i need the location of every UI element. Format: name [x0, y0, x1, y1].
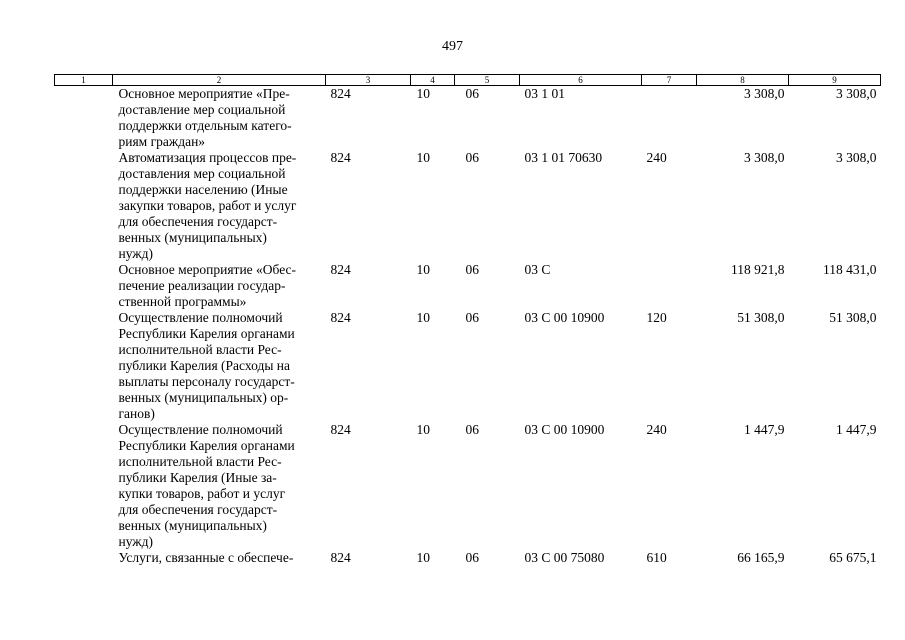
target-article-code: 03 1 01 70630: [524, 150, 603, 165]
column-header-4: 4: [411, 75, 455, 86]
budget-table: [54, 74, 881, 566]
section-code: 10: [416, 422, 430, 437]
column-header-2: 2: [113, 75, 326, 86]
subsection-code: 06: [465, 262, 479, 277]
amount-year-2: 1 447,9: [836, 422, 877, 437]
column-header-1: 1: [55, 75, 113, 86]
row-index-cell: [55, 550, 113, 566]
subsection-code: 06: [465, 86, 479, 101]
expense-type-code: 240: [646, 150, 667, 165]
expense-type-code: 610: [646, 550, 667, 565]
row-index-cell: [55, 262, 113, 310]
section-code: 10: [416, 310, 430, 325]
section-code: 10: [416, 262, 430, 277]
table-row: [55, 422, 881, 550]
row-index-cell: [55, 422, 113, 550]
table-row: [55, 150, 881, 262]
amount-year-1: 3 308,0: [744, 86, 785, 101]
expense-type-code: 240: [646, 422, 667, 437]
subsection-code: 06: [465, 310, 479, 325]
row-description: Основное мероприятие «Обес- печение реализации государ- ственной программы»: [118, 262, 297, 309]
section-code: 10: [416, 86, 430, 101]
expense-type-code: [642, 262, 697, 310]
row-index-cell: [55, 86, 113, 151]
target-article-code: 03 С: [524, 262, 551, 277]
amount-year-1: 3 308,0: [744, 150, 785, 165]
target-article-code: 03 С 00 10900: [524, 310, 605, 325]
table-row: [55, 262, 881, 310]
column-header-5: 5: [455, 75, 520, 86]
row-description: Осуществление полномочий Республики Карелия органами исполнительной власти Рес- публики Карелия (Иные за- купки товаров, работ и услуг для обеспечения государст- венных (муниципальных) нужд): [118, 422, 295, 549]
column-header-3: 3: [326, 75, 411, 86]
page-number: 497: [442, 39, 463, 54]
ministry-code: 824: [330, 550, 351, 565]
amount-year-1: 118 921,8: [731, 262, 785, 277]
row-description: Основное мероприятие «Пре- доставление мер социальной поддержки отдельным катего- риям граждан»: [118, 86, 292, 149]
target-article-code: 03 1 01: [524, 86, 565, 101]
ministry-code: 824: [330, 310, 351, 325]
row-index-cell: [55, 310, 113, 422]
row-index-cell: [55, 150, 113, 262]
table-row: [55, 310, 881, 422]
column-header-6: 6: [520, 75, 642, 86]
ministry-code: 824: [330, 422, 351, 437]
amount-year-2: 3 308,0: [836, 150, 877, 165]
amount-year-1: 1 447,9: [744, 422, 785, 437]
table-row: [55, 550, 881, 566]
expense-type-code: [642, 86, 697, 151]
row-description: Услуги, связанные с обеспече-: [118, 550, 294, 565]
row-description: Автоматизация процессов пре- доставления мер социальной поддержки населению (Иные закупки товаров, работ и услуг для обеспечения государст- венных (муниципальных) нужд): [118, 150, 297, 261]
amount-year-1: 66 165,9: [737, 550, 785, 565]
amount-year-2: 3 308,0: [836, 86, 877, 101]
column-number-header-row: [55, 75, 881, 86]
amount-year-2: 118 431,0: [823, 262, 877, 277]
subsection-code: 06: [465, 550, 479, 565]
amount-year-2: 65 675,1: [829, 550, 877, 565]
column-header-9: 9: [789, 75, 881, 86]
amount-year-1: 51 308,0: [737, 310, 785, 325]
ministry-code: 824: [330, 86, 351, 101]
subsection-code: 06: [465, 422, 479, 437]
section-code: 10: [416, 550, 430, 565]
subsection-code: 06: [465, 150, 479, 165]
column-header-7: 7: [642, 75, 697, 86]
section-code: 10: [416, 150, 430, 165]
ministry-code: 824: [330, 262, 351, 277]
target-article-code: 03 С 00 10900: [524, 422, 605, 437]
amount-year-2: 51 308,0: [829, 310, 877, 325]
row-description: Осуществление полномочий Республики Карелия органами исполнительной власти Рес- публики Карелия (Расходы на выплаты персоналу государст- венных (муниципальных) ор- ганов): [118, 310, 295, 421]
table-row: [55, 86, 881, 151]
target-article-code: 03 С 00 75080: [524, 550, 605, 565]
ministry-code: 824: [330, 150, 351, 165]
column-header-8: 8: [697, 75, 789, 86]
expense-type-code: 120: [646, 310, 667, 325]
